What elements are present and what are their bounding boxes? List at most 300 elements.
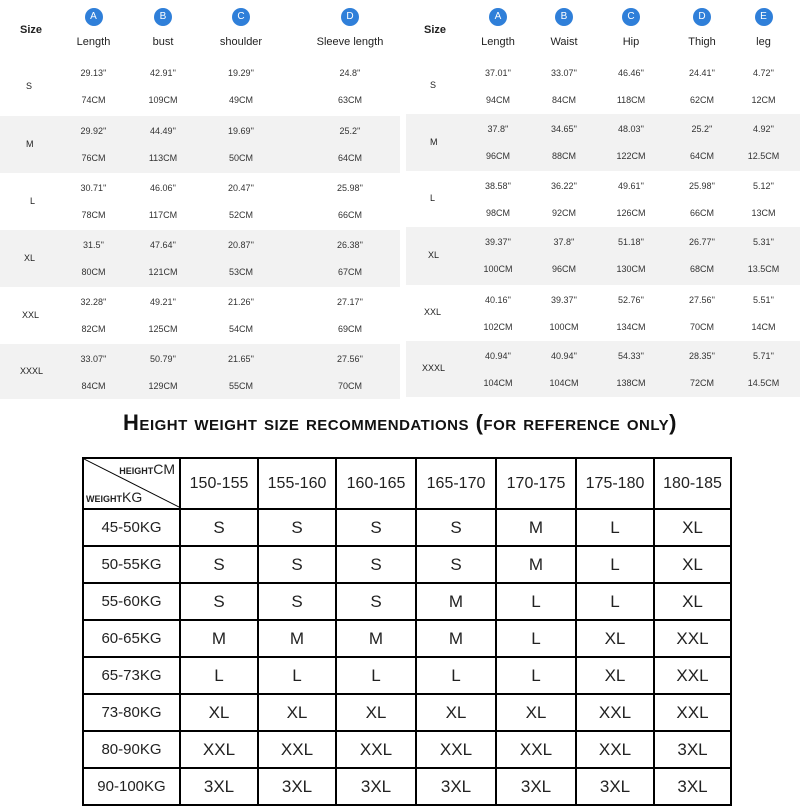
- cm-value: 63CM: [337, 95, 362, 105]
- measurement-cell: [606, 124, 656, 161]
- inch-value: 33.07'': [551, 68, 577, 78]
- recommended-size: XL: [576, 620, 654, 657]
- cm-value: 67CM: [337, 267, 362, 277]
- inch-value: 48.03'': [618, 124, 644, 134]
- measurement-cell: [138, 68, 188, 105]
- top-size-chart: [0, 0, 400, 399]
- cm-value: 96CM: [485, 151, 510, 161]
- measurement-cell: [138, 297, 188, 334]
- cm-value: 69CM: [337, 324, 362, 334]
- measurement-cell: [65, 183, 122, 220]
- recommended-size: XL: [654, 546, 731, 583]
- size-label: XXL: [22, 310, 40, 320]
- size-row: [406, 227, 800, 285]
- measurement-cell: [534, 237, 594, 274]
- recommended-size: S: [258, 583, 336, 620]
- measurement-cell: [672, 237, 732, 274]
- inch-value: 38.58'': [485, 181, 511, 191]
- measurement-cell: [672, 295, 732, 332]
- measurement-cell: [472, 237, 524, 274]
- inch-value: 34.65'': [551, 124, 577, 134]
- size-row: [406, 341, 800, 397]
- inch-value: 39.37'': [485, 237, 511, 247]
- column-header: [65, 8, 122, 48]
- recommended-size: 3XL: [576, 768, 654, 805]
- weight-row: [83, 731, 731, 768]
- cm-value: 84CM: [551, 95, 576, 105]
- cm-value: 66CM: [689, 208, 714, 218]
- inch-value: 54.33'': [618, 351, 644, 361]
- inch-value: 25.98'': [689, 181, 715, 191]
- inch-value: 49.21'': [150, 297, 176, 307]
- measurement-cell: [305, 126, 395, 163]
- size-label: L: [430, 193, 436, 203]
- recommended-size: L: [258, 657, 336, 694]
- cm-value: 12.5CM: [747, 151, 780, 161]
- measurement-cell: [534, 124, 594, 161]
- column-header: [736, 8, 791, 48]
- cm-value: 70CM: [337, 381, 362, 391]
- bottom-size-chart: [406, 0, 800, 397]
- size-label: S: [430, 80, 437, 90]
- height-range: 155-160: [258, 458, 336, 509]
- size-row: [406, 58, 800, 114]
- measurement-cell: [672, 68, 732, 105]
- column-badge: A: [489, 8, 507, 26]
- recommended-size: 3XL: [336, 768, 416, 805]
- cm-value: 94CM: [485, 95, 510, 105]
- size-label: XL: [24, 253, 36, 263]
- weight-row: [83, 509, 731, 546]
- recommendation-title: Height weight size recommendations (for reference only): [123, 410, 677, 435]
- cm-value: 12CM: [751, 95, 776, 105]
- weight-range: 80-90KG: [83, 731, 180, 768]
- weight-range: 90-100KG: [83, 768, 180, 805]
- column-badge: D: [693, 8, 711, 26]
- inch-value: 24.41'': [689, 68, 715, 78]
- cm-value: 125CM: [148, 324, 178, 334]
- weight-row: [83, 583, 731, 620]
- recommended-size: XXL: [654, 694, 731, 731]
- inch-value: 30.71'': [80, 183, 107, 193]
- recommended-size: S: [180, 509, 258, 546]
- cm-value: 53CM: [228, 267, 253, 277]
- inch-value: 21.26'': [228, 297, 254, 307]
- inch-value: 27.56'': [337, 354, 363, 364]
- recommended-size: M: [180, 620, 258, 657]
- inch-value: 33.07'': [80, 354, 107, 364]
- measurement-cell: [65, 354, 122, 391]
- recommended-size: XXL: [180, 731, 258, 768]
- measurement-cell: [672, 124, 732, 161]
- height-range: 150-155: [180, 458, 258, 509]
- inch-value: 40.94'': [551, 351, 577, 361]
- recommended-size: XL: [496, 694, 576, 731]
- inch-value: 25.2'': [691, 124, 713, 134]
- cm-value: 126CM: [616, 208, 646, 218]
- inch-value: 20.87'': [228, 240, 254, 250]
- cm-value: 62CM: [689, 95, 714, 105]
- recommended-size: M: [336, 620, 416, 657]
- measurement-cell: [210, 183, 272, 220]
- measurement-cell: [672, 181, 732, 218]
- weight-label: WEIGHT: [86, 494, 122, 504]
- recommended-size: S: [180, 583, 258, 620]
- inch-value: 51.18'': [618, 237, 644, 247]
- weight-row: [83, 768, 731, 805]
- recommended-size: XXL: [416, 731, 496, 768]
- inch-value: 27.56'': [689, 295, 715, 305]
- table-corner: [83, 458, 180, 509]
- height-label: HEIGHT: [119, 466, 154, 476]
- cm-value: 130CM: [616, 264, 646, 274]
- inch-value: 46.06'': [150, 183, 176, 193]
- cm-value: 92CM: [551, 208, 576, 218]
- measurement-cell: [210, 126, 272, 163]
- cm-value: 96CM: [551, 264, 576, 274]
- weight-range: 55-60KG: [83, 583, 180, 620]
- cm-value: 14CM: [751, 322, 776, 332]
- size-row: [0, 173, 400, 230]
- inch-value: 40.94'': [485, 351, 511, 361]
- measurement-cell: [736, 237, 791, 274]
- height-range: 165-170: [416, 458, 496, 509]
- measurement-cell: [305, 297, 395, 334]
- recommended-size: 3XL: [654, 768, 731, 805]
- recommended-size: L: [576, 583, 654, 620]
- measurement-cell: [65, 68, 122, 105]
- weight-range: 65-73KG: [83, 657, 180, 694]
- inch-value: 42.91'': [150, 68, 176, 78]
- measurement-cell: [606, 68, 656, 105]
- inch-value: 39.37'': [551, 295, 577, 305]
- measurement-cell: [534, 181, 594, 218]
- inch-value: 27.17'': [337, 297, 363, 307]
- cm-value: 122CM: [616, 151, 646, 161]
- size-row: [406, 285, 800, 341]
- size-row: [0, 230, 400, 287]
- measurement-cell: [534, 351, 594, 388]
- measurement-cell: [606, 237, 656, 274]
- measurement-cell: [210, 297, 272, 334]
- weight-range: 60-65KG: [83, 620, 180, 657]
- column-label: shoulder: [219, 36, 263, 48]
- recommended-size: S: [336, 583, 416, 620]
- recommended-size: S: [180, 546, 258, 583]
- cm-value: 74CM: [81, 95, 106, 105]
- recommended-size: L: [496, 583, 576, 620]
- inch-value: 49.61'': [618, 181, 644, 191]
- measurement-cell: [305, 240, 395, 277]
- cm-value: 78CM: [81, 210, 106, 220]
- cm-value: 104CM: [549, 378, 579, 388]
- height-range: 170-175: [496, 458, 576, 509]
- measurement-cell: [472, 295, 524, 332]
- measurement-cell: [736, 124, 791, 161]
- inch-value: 19.69'': [228, 126, 254, 136]
- table-header: [406, 0, 800, 58]
- measurement-cell: [65, 297, 122, 334]
- recommended-size: S: [336, 546, 416, 583]
- column-label: Sleeve length: [316, 36, 384, 48]
- column-badge: B: [154, 8, 172, 26]
- cm-value: 52CM: [228, 210, 253, 220]
- measurement-cell: [305, 354, 395, 391]
- height-weight-table: [82, 457, 732, 806]
- measurement-cell: [606, 295, 656, 332]
- weight-unit: KG: [122, 489, 143, 505]
- measurement-cell: [672, 351, 732, 388]
- column-badge: B: [555, 8, 573, 26]
- inch-value: 31.5'': [83, 240, 104, 250]
- measurement-cell: [736, 181, 791, 218]
- cm-value: 68CM: [689, 264, 714, 274]
- inch-value: 40.16'': [485, 295, 511, 305]
- column-badge: C: [622, 8, 640, 26]
- inch-value: 5.51'': [753, 295, 774, 305]
- recommended-size: 3XL: [180, 768, 258, 805]
- measurement-cell: [65, 126, 122, 163]
- height-range: 160-165: [336, 458, 416, 509]
- column-badge: C: [232, 8, 250, 26]
- recommended-size: 3XL: [416, 768, 496, 805]
- size-row: [0, 116, 400, 173]
- recommended-size: XXL: [496, 731, 576, 768]
- weight-range: 50-55KG: [83, 546, 180, 583]
- inch-value: 37.01'': [485, 68, 511, 78]
- cm-value: 80CM: [81, 267, 106, 277]
- cm-value: 102CM: [483, 322, 513, 332]
- cm-value: 113CM: [148, 153, 178, 163]
- cm-value: 134CM: [616, 322, 646, 332]
- inch-value: 50.79'': [150, 354, 176, 364]
- column-header: [472, 8, 524, 48]
- height-range: 180-185: [654, 458, 731, 509]
- inch-value: 21.65'': [228, 354, 254, 364]
- size-header: Size: [424, 24, 447, 36]
- cm-value: 13CM: [751, 208, 776, 218]
- inch-value: 4.92'': [753, 124, 774, 134]
- column-label: Hip: [622, 36, 640, 48]
- cm-value: 50CM: [228, 153, 253, 163]
- recommended-size: S: [258, 546, 336, 583]
- inch-value: 5.31'': [753, 237, 774, 247]
- measurement-cell: [534, 68, 594, 105]
- column-header: [672, 8, 732, 48]
- recommended-size: XL: [654, 583, 731, 620]
- inch-value: 44.49'': [150, 126, 176, 136]
- cm-value: 14.5CM: [747, 378, 780, 388]
- inch-value: 26.38'': [337, 240, 363, 250]
- inch-value: 28.35'': [689, 351, 715, 361]
- measurement-cell: [736, 295, 791, 332]
- measurement-cell: [210, 354, 272, 391]
- recommended-size: L: [496, 657, 576, 694]
- inch-value: 26.77'': [689, 237, 715, 247]
- weight-range: 73-80KG: [83, 694, 180, 731]
- size-row: [0, 58, 400, 116]
- cm-value: 82CM: [81, 324, 106, 334]
- weight-row: [83, 620, 731, 657]
- column-label: Length: [481, 36, 515, 48]
- column-label: bust: [152, 36, 174, 48]
- height-axis-label: [119, 461, 175, 477]
- size-row: [406, 114, 800, 171]
- recommended-size: M: [416, 583, 496, 620]
- column-header: [606, 8, 656, 48]
- recommended-size: S: [416, 546, 496, 583]
- size-row: [0, 344, 400, 399]
- inch-value: 25.98'': [337, 183, 363, 193]
- size-row: [406, 171, 800, 227]
- measurement-cell: [736, 68, 791, 105]
- recommended-size: XXL: [258, 731, 336, 768]
- size-label: M: [26, 139, 34, 149]
- recommended-size: S: [336, 509, 416, 546]
- measurement-cell: [534, 295, 594, 332]
- cm-value: 55CM: [228, 381, 253, 391]
- recommended-size: L: [336, 657, 416, 694]
- cm-value: 138CM: [616, 378, 646, 388]
- inch-value: 46.46'': [618, 68, 644, 78]
- size-header: Size: [20, 24, 43, 36]
- measurement-cell: [472, 68, 524, 105]
- size-label: S: [26, 81, 33, 91]
- column-badge: D: [341, 8, 359, 26]
- cm-value: 109CM: [148, 95, 178, 105]
- weight-row: [83, 657, 731, 694]
- cm-value: 100CM: [549, 322, 579, 332]
- size-label: XXL: [424, 307, 442, 317]
- cm-value: 66CM: [337, 210, 362, 220]
- measurement-cell: [138, 183, 188, 220]
- inch-value: 24.8'': [339, 68, 361, 78]
- measurement-cell: [305, 68, 395, 105]
- recommended-size: XL: [654, 509, 731, 546]
- measurement-cell: [138, 126, 188, 163]
- cm-value: 84CM: [81, 381, 106, 391]
- recommended-size: M: [258, 620, 336, 657]
- cm-value: 72CM: [689, 378, 714, 388]
- size-label: L: [30, 196, 36, 206]
- measurement-cell: [65, 240, 122, 277]
- size-label: XXXL: [20, 366, 44, 376]
- inch-value: 37.8'': [487, 124, 509, 134]
- recommended-size: L: [576, 509, 654, 546]
- measurement-cell: [305, 183, 395, 220]
- inch-value: 20.47'': [228, 183, 254, 193]
- height-unit: CM: [153, 461, 175, 477]
- size-label: XL: [428, 250, 440, 260]
- column-label: Waist: [550, 36, 578, 48]
- recommended-size: S: [258, 509, 336, 546]
- inch-value: 32.28'': [80, 297, 107, 307]
- recommended-size: 3XL: [258, 768, 336, 805]
- weight-axis-label: [86, 489, 142, 505]
- recommended-size: S: [416, 509, 496, 546]
- column-label: Length: [76, 36, 111, 48]
- measurement-cell: [210, 240, 272, 277]
- recommended-size: XXL: [336, 731, 416, 768]
- inch-value: 5.12'': [753, 181, 774, 191]
- measurement-cell: [736, 351, 791, 388]
- measurement-cell: [472, 124, 524, 161]
- column-header: [305, 8, 395, 48]
- recommended-size: XL: [258, 694, 336, 731]
- measurement-cell: [606, 181, 656, 218]
- column-header: [210, 8, 272, 48]
- column-label: leg: [756, 36, 771, 48]
- cm-value: 98CM: [485, 208, 510, 218]
- inch-value: 5.71'': [753, 351, 774, 361]
- inch-value: 37.8'': [553, 237, 575, 247]
- recommended-size: L: [180, 657, 258, 694]
- recommended-size: 3XL: [496, 768, 576, 805]
- cm-value: 129CM: [148, 381, 178, 391]
- weight-range: 45-50KG: [83, 509, 180, 546]
- cm-value: 121CM: [148, 267, 178, 277]
- recommended-size: XL: [180, 694, 258, 731]
- column-label: Thigh: [688, 36, 716, 48]
- cm-value: 76CM: [81, 153, 106, 163]
- size-row: [0, 287, 400, 344]
- column-header: [138, 8, 188, 48]
- measurement-cell: [138, 240, 188, 277]
- recommended-size: 3XL: [654, 731, 731, 768]
- recommended-size: L: [416, 657, 496, 694]
- inch-value: 52.76'': [618, 295, 644, 305]
- column-badge: E: [755, 8, 773, 26]
- measurement-cell: [138, 354, 188, 391]
- cm-value: 54CM: [228, 324, 253, 334]
- recommended-size: L: [576, 546, 654, 583]
- recommended-size: XL: [416, 694, 496, 731]
- cm-value: 104CM: [483, 378, 513, 388]
- column-header: [534, 8, 594, 48]
- recommended-size: XXL: [654, 620, 731, 657]
- measurement-cell: [472, 351, 524, 388]
- recommended-size: XXL: [654, 657, 731, 694]
- table-header: [0, 0, 400, 58]
- inch-value: 19.29'': [228, 68, 254, 78]
- cm-value: 100CM: [483, 264, 513, 274]
- recommended-size: L: [496, 620, 576, 657]
- weight-row: [83, 694, 731, 731]
- recommended-size: XL: [576, 657, 654, 694]
- recommended-size: M: [496, 546, 576, 583]
- recommended-size: XL: [336, 694, 416, 731]
- cm-value: 49CM: [228, 95, 253, 105]
- inch-value: 25.2'': [339, 126, 361, 136]
- cm-value: 88CM: [551, 151, 576, 161]
- recommended-size: M: [496, 509, 576, 546]
- recommended-size: M: [416, 620, 496, 657]
- inch-value: 29.13'': [80, 68, 107, 78]
- measurement-cell: [606, 351, 656, 388]
- weight-row: [83, 546, 731, 583]
- inch-value: 29.92'': [80, 126, 107, 136]
- measurement-cell: [210, 68, 272, 105]
- cm-value: 118CM: [616, 95, 646, 105]
- measurement-cell: [472, 181, 524, 218]
- cm-value: 13.5CM: [747, 264, 780, 274]
- inch-value: 36.22'': [551, 181, 577, 191]
- size-label: M: [430, 137, 438, 147]
- cm-value: 117CM: [148, 210, 178, 220]
- recommended-size: XXL: [576, 731, 654, 768]
- cm-value: 64CM: [689, 151, 714, 161]
- cm-value: 64CM: [337, 153, 362, 163]
